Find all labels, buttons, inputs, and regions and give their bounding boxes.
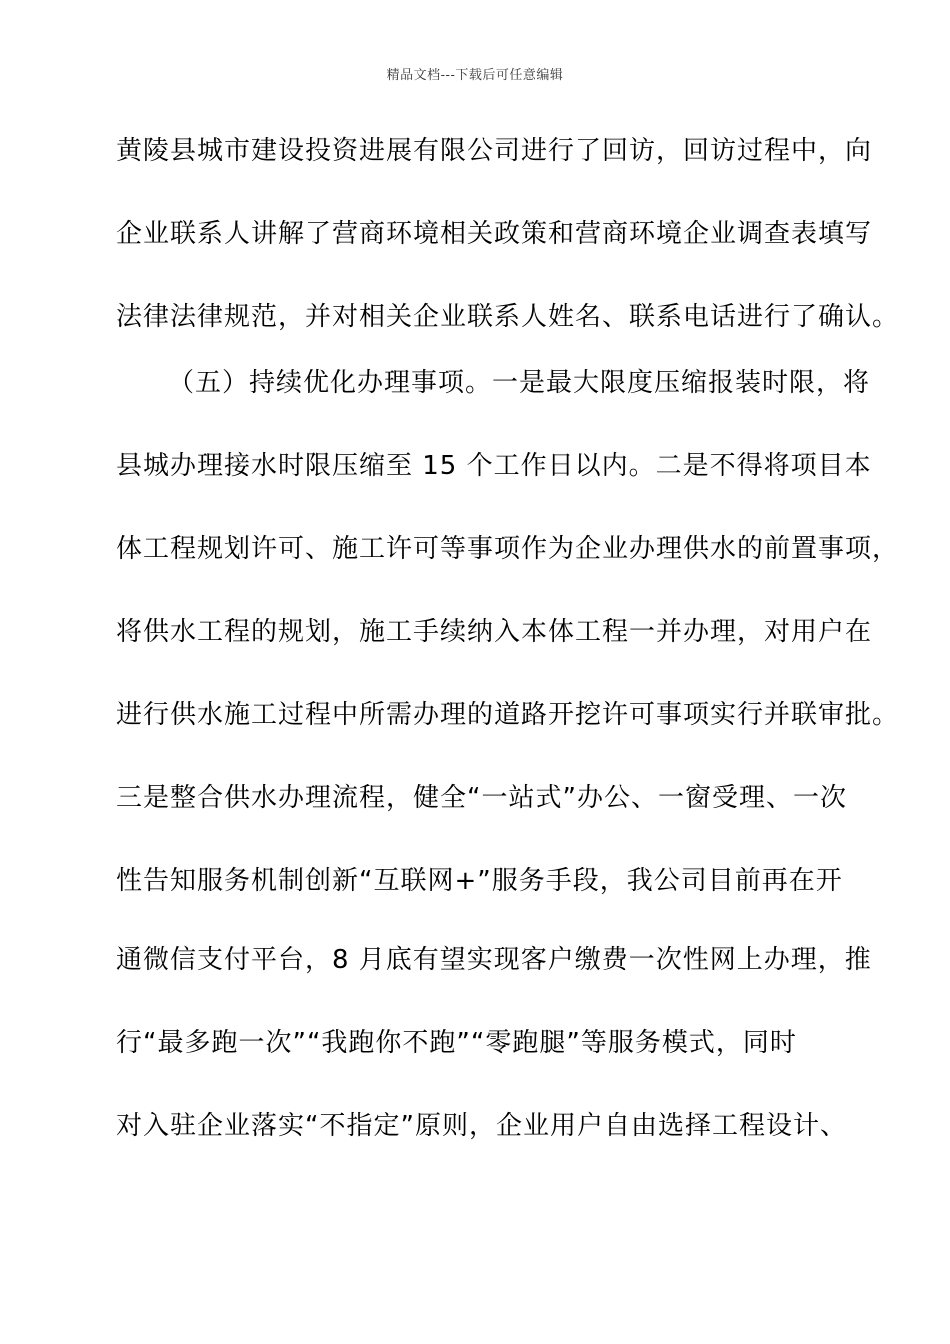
section-five-heading-line: （五）持续优化办理事项。一是最大限度压缩报装时限，将 <box>168 368 871 398</box>
body-line-1: 黄陵县城市建设投资进展有限公司进行了回访，回访过程中，向 <box>116 136 873 166</box>
body-line-3: 法律法律规范，并对相关企业联系人姓名、联系电话进行了确认。 <box>116 302 900 332</box>
body-line-5: 县城办理接水时限压缩至 15 个工作日以内。二是不得将项目本 <box>116 451 872 481</box>
page-header: 精品文档---下载后可任意编辑 <box>386 68 564 83</box>
body-line-7: 将供水工程的规划，施工手续纳入本体工程一并办理，对用户在 <box>116 617 873 647</box>
body-line-2: 企业联系人讲解了营商环境相关政策和营商环境企业调查表填写 <box>116 219 873 249</box>
body-line-12: 行“最多跑一次”“我跑你不跑”“零跑腿”等服务模式，同时 <box>116 1028 797 1058</box>
body-line-9: 三是整合供水办理流程，健全“一站式”办公、一窗受理、一次 <box>116 783 847 813</box>
body-line-11: 通微信支付平台，8 月底有望实现客户缴费一次性网上办理，推 <box>116 945 872 975</box>
body-line-8: 进行供水施工过程中所需办理的道路开挖许可事项实行并联审批。 <box>116 700 900 730</box>
body-line-10: 性告知服务机制创新“互联网+”服务手段，我公司目前再在开 <box>116 866 843 896</box>
body-line-6: 体工程规划许可、施工许可等事项作为企业办理供水的前置事项， <box>116 534 900 564</box>
body-line-13: 对入驻企业落实“不指定”原则，企业用户自由选择工程设计、 <box>116 1111 847 1141</box>
